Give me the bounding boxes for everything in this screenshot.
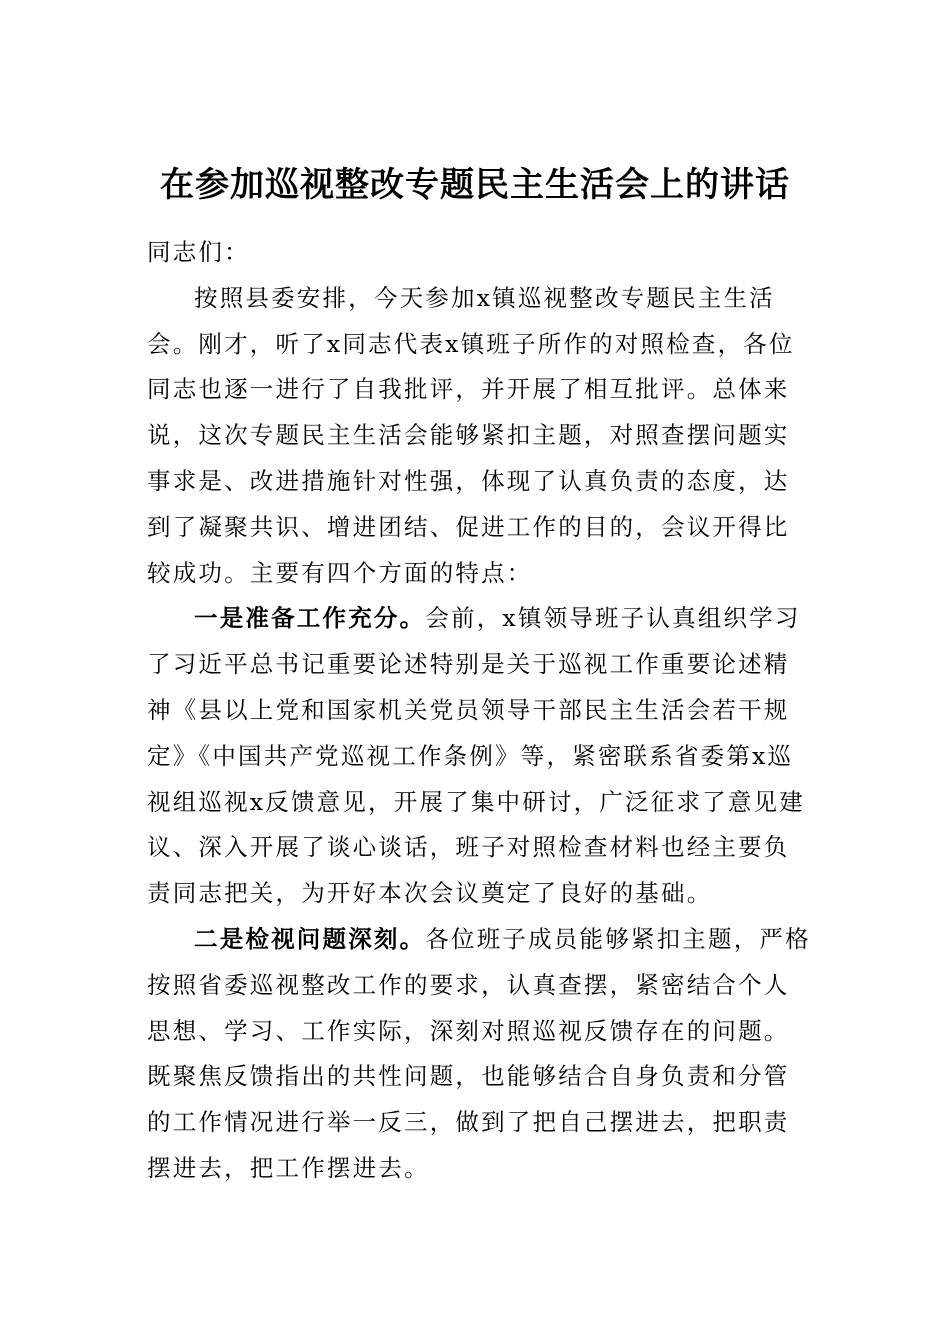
paragraph-3 [147,917,812,1192]
document-title: 在参加巡视整改专题民主生活会上的讲话 [160,165,790,205]
paragraph-3-lead: 二是检视问题深刻。 [194,924,426,953]
paragraph-2-text: 会前，x镇领导班子认真组织学习了习近平总书记重要论述特别是关于巡视工作重要论述精神《县以上党和国家机关党员领导干部民主生活会若干规定》《中国共产党巡视工作条例》等，紧密联系省委第x巡视组巡视x反馈意见，开展了集中研讨，广泛征求了意见建议、深入开展了谈心谈话，班子对照检查材料也经主要负责同志把关，为开好本次会议奠定了良好的基础。 [147,604,805,908]
salutation: 同志们： [147,238,250,266]
paragraph-2 [147,596,812,917]
paragraph-2-lead: 一是准备工作充分。 [194,604,426,633]
paragraph-3-text: 各位班子成员能够紧扣主题，严格按照省委巡视整改工作的要求，认真查摆，紧密结合个人思想、学习、工作实际，深刻对照巡视反馈存在的问题。既聚焦反馈指出的共性问题，也能够结合自身负责和分管的工作情况进行举一反三，做到了把自己摆进去，把职责摆进去，把工作摆进去。 [147,924,811,1182]
paragraph-1-text: 按照县委安排，今天参加x镇巡视整改专题民主生活会。刚才，听了x同志代表x镇班子所作的对照检查，各位同志也逐一进行了自我批评，并开展了相互批评。总体来说，这次专题民主生活会能够紧扣主题，对照查摆问题实事求是、改进措施针对性强，体现了认真负责的态度，达到了凝聚共识、增进团结、促进工作的目的，会议开得比较成功。主要有四个方面的特点： [147,283,795,587]
document-body [147,230,812,1192]
paragraph-1 [147,276,812,597]
